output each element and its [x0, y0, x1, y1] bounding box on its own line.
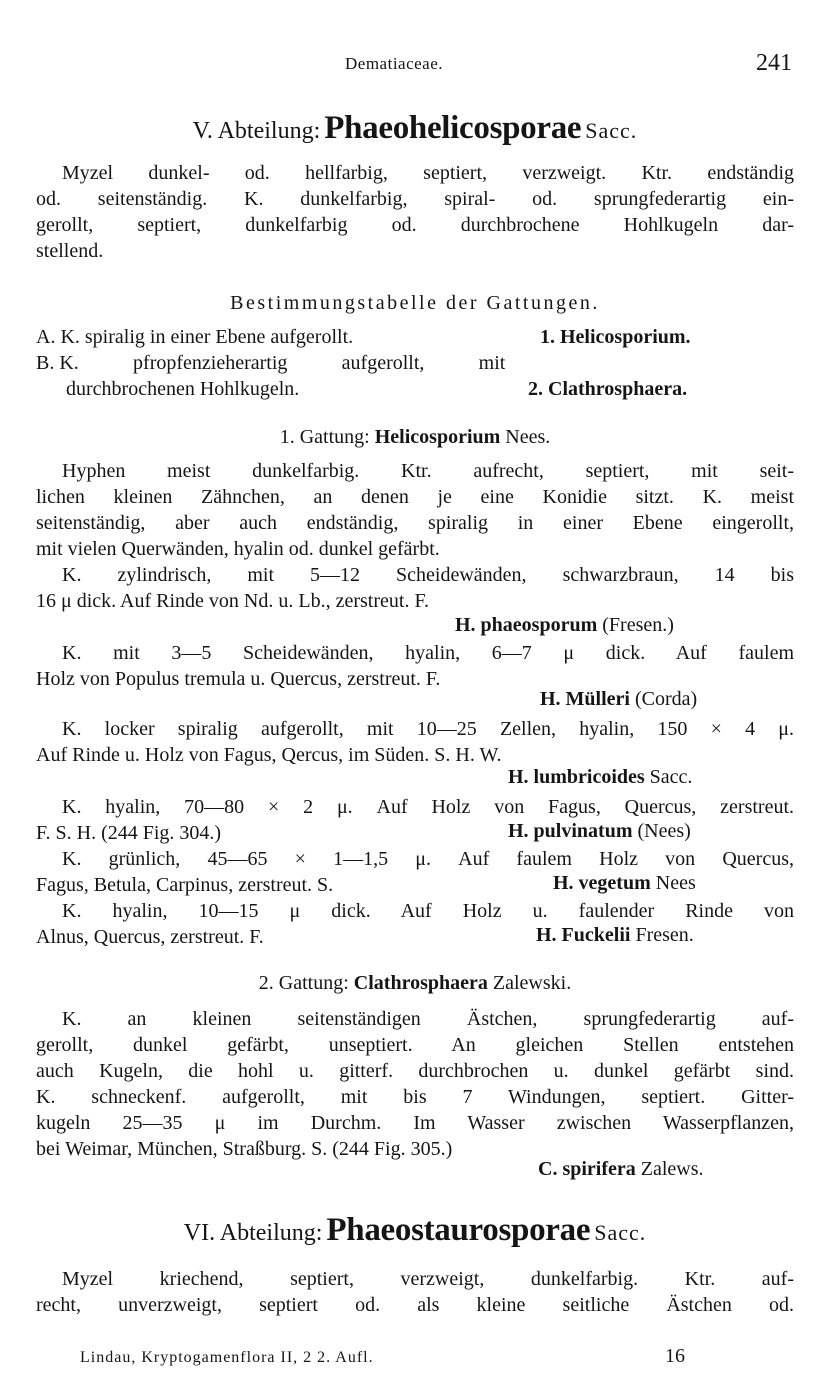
paragraph-line: lichen kleinen Zähnchen, an denen je eine Konidie sitzt. K. meist	[36, 486, 794, 508]
key-mark: B.	[36, 352, 55, 374]
species-name: H. pulvinatum	[508, 820, 633, 842]
key-text-cont: durchbrochenen Hohlkugeln.	[66, 378, 300, 400]
paragraph-line: kugeln 25—35 μ im Durchm. Im Wasser zwischen Wasserpflanzen,	[36, 1112, 794, 1134]
division-name: Phaeostaurosporae	[326, 1212, 591, 1248]
species-name: C. spirifera	[538, 1158, 636, 1180]
species-desc-line: Fagus, Betula, Carpinus, zerstreut. S.	[36, 874, 334, 896]
species-author: (Nees)	[637, 820, 691, 842]
species-name-muelleri	[540, 688, 697, 711]
species-desc-line: K. hyalin, 70—80 × 2 μ. Auf Holz von Fagus, Quercus, zerstreut.	[62, 796, 794, 818]
species-desc-line: K. hyalin, 10—15 μ dick. Auf Holz u. faulender Rinde von	[62, 900, 794, 922]
footer-imprint: Lindau, Kryptogamenflora II, 2 2. Aufl.	[80, 1349, 374, 1366]
paragraph-line: gerollt, septiert, dunkelfarbig od. durchbrochene Hohlkugeln dar-	[36, 214, 794, 236]
species-name: H. phaeosporum	[455, 614, 598, 636]
species-name-fuckelii	[536, 924, 694, 947]
paragraph-line: gerollt, dunkel gefärbt, unseptiert. An gleichen Stellen entstehen	[36, 1034, 794, 1056]
species-desc-line: K. zylindrisch, mit 5—12 Scheidewänden, schwarzbraun, 14 bis	[62, 564, 794, 586]
paragraph-line: seitenständig, aber auch endständig, spiralig in einer Ebene eingerollt,	[36, 512, 794, 534]
division-author: Sacc.	[594, 1220, 647, 1245]
species-desc-line: Auf Rinde u. Holz von Fagus, Qercus, im Süden. S. H. W.	[36, 744, 502, 766]
species-name-vegetum	[553, 872, 696, 895]
page-number: 241	[756, 50, 792, 76]
species-author: (Fresen.)	[602, 614, 674, 636]
species-desc-line: K. grünlich, 45—65 × 1—1,5 μ. Auf faulem Holz von Quercus,	[62, 848, 794, 870]
division-label: V. Abteilung:	[192, 118, 321, 144]
paragraph-line: mit vielen Querwänden, hyalin od. dunkel gefärbt.	[36, 538, 440, 560]
division-name: Phaeohelicosporae	[324, 110, 582, 146]
species-desc-line: Holz von Populus tremula u. Quercus, zerstreut. F.	[36, 668, 441, 690]
species-author: Zalews.	[640, 1158, 704, 1180]
species-author: Nees	[655, 872, 696, 894]
key-entry-b	[36, 352, 518, 375]
key-result-b: 2. Clathrosphaera.	[528, 378, 688, 400]
genus-name: Helicosporium	[374, 426, 501, 448]
paragraph-line: bei Weimar, München, Straßburg. S. (244 Fig. 305.)	[36, 1138, 453, 1160]
paragraph-line: Hyphen meist dunkelfarbig. Ktr. aufrecht, septiert, mit seit-	[62, 460, 794, 482]
paragraph-line: K. an kleinen seitenständigen Ästchen, sprungfederartig auf-	[62, 1008, 794, 1030]
genus-author: Nees.	[505, 426, 551, 448]
division-author: Sacc.	[585, 118, 638, 143]
running-title: Dematiaceae.	[345, 54, 444, 73]
species-name: H. vegetum	[553, 872, 651, 894]
paragraph-line: Myzel kriechend, septiert, verzweigt, dunkelfarbig. Ktr. auf-	[62, 1268, 794, 1290]
species-name-lumbricoides	[508, 766, 692, 789]
paragraph-line: recht, unverzweigt, septiert od. als kleine seitliche Ästchen od.	[36, 1294, 794, 1316]
genus-author: Zalewski.	[492, 972, 572, 994]
genus-name: Clathrosphaera	[353, 972, 488, 994]
genus-heading-1	[0, 426, 830, 449]
species-name: H. lumbricoides	[508, 766, 645, 788]
species-name: H. Fuckelii	[536, 924, 631, 946]
species-desc-line: 16 μ dick. Auf Rinde von Nd. u. Lb., zerstreut. F.	[36, 590, 429, 612]
species-desc-line: Alnus, Quercus, zerstreut. F.	[36, 926, 264, 948]
paragraph-line: auch Kugeln, die hohl u. gitterf. durchbrochen u. dunkel gefärbt sind.	[36, 1060, 794, 1082]
species-desc-line: F. S. H. (244 Fig. 304.)	[36, 822, 222, 844]
paragraph-line: stellend.	[36, 240, 104, 262]
signature-mark: 16	[665, 1345, 685, 1367]
division-heading-v	[0, 110, 830, 147]
page-header	[0, 50, 830, 80]
key-text: K. spiralig in einer Ebene aufgerollt.	[60, 326, 354, 348]
key-entry-a	[36, 326, 353, 349]
paragraph-line: K. schneckenf. aufgerollt, mit bis 7 Windungen, septiert. Gitter-	[36, 1086, 794, 1108]
species-author: Fresen.	[635, 924, 694, 946]
genus-heading-2	[0, 972, 830, 995]
species-desc-line: K. locker spiralig aufgerollt, mit 10—25 Zellen, hyalin, 150 × 4 μ.	[62, 718, 794, 740]
species-author: Sacc.	[649, 766, 693, 788]
division-label: VI. Abteilung:	[183, 1220, 323, 1246]
genus-label: 2. Gattung:	[258, 972, 349, 994]
paragraph-line: od. seitenständig. K. dunkelfarbig, spiral- od. sprungfederartig ein-	[36, 188, 794, 210]
key-mark: A.	[36, 326, 56, 348]
species-name-phaeosporum	[455, 614, 674, 637]
species-name: H. Mülleri	[540, 688, 630, 710]
key-title: Bestimmungstabelle der Gattungen.	[230, 292, 600, 314]
paragraph-line: Myzel dunkel- od. hellfarbig, septiert, verzweigt. Ktr. endständig	[62, 162, 794, 184]
species-desc-line: K. mit 3—5 Scheidewänden, hyalin, 6—7 μ dick. Auf faulem	[62, 642, 794, 664]
species-name-pulvinatum	[508, 820, 691, 843]
key-text: K. pfropfenzieherartig aufgerollt, mit	[59, 352, 506, 374]
genus-label: 1. Gattung:	[279, 426, 370, 448]
species-name-spirifera	[538, 1158, 704, 1181]
page-footer	[0, 1345, 830, 1375]
division-heading-vi	[0, 1212, 830, 1249]
key-result-a: 1. Helicosporium.	[540, 326, 691, 348]
species-author: (Corda)	[634, 688, 698, 710]
